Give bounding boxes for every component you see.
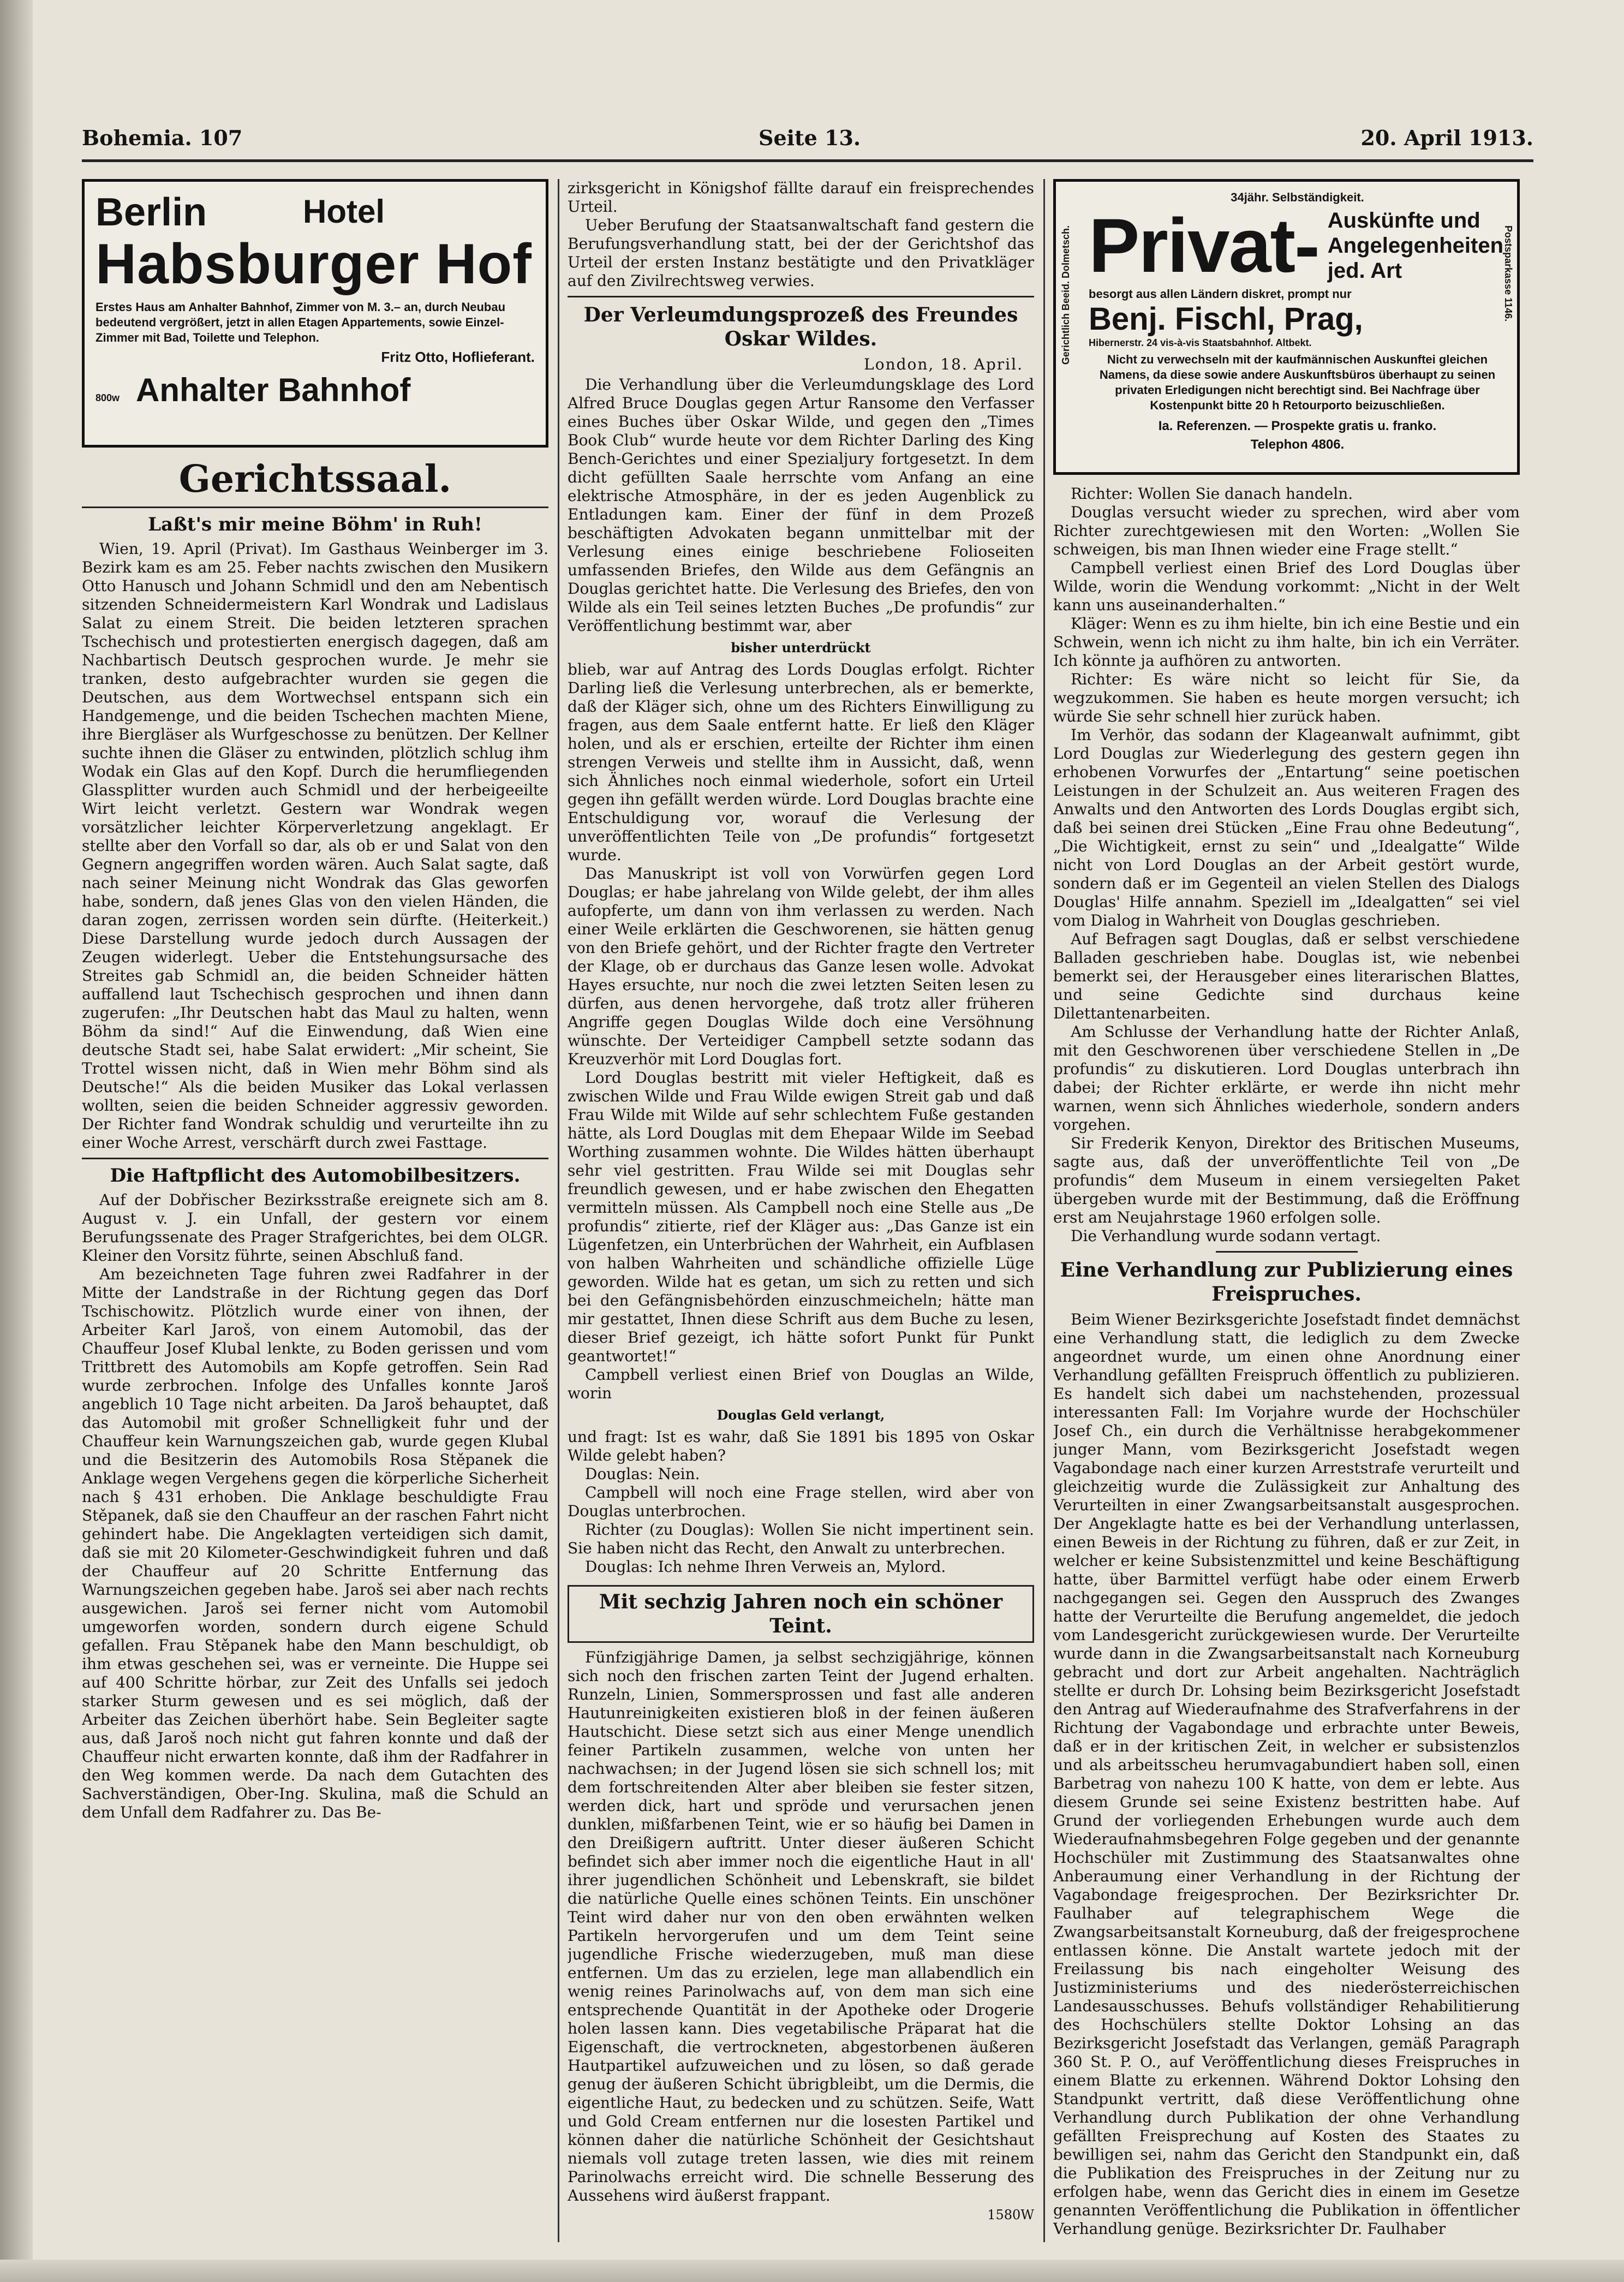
section-title: Gerichtssaal. [178, 457, 452, 501]
ad-firm-row [1089, 302, 1506, 349]
article-continuation [1053, 485, 1520, 1246]
column-3 [1053, 179, 1520, 2248]
ad-side-text-left: Gerichtlich Beeid. Dolmetsch. [1060, 225, 1071, 365]
article-body [82, 540, 548, 1152]
ad-description: Erstes Haus am Anhalter Bahnhof, Zimmer von M. 3.– an, durch Neubau bedeutend vergrößert, jetzt in allen Etagen Appartements, sowie Einzel-Zimmer mit Bad, Toilette und Telephon. [95, 300, 506, 344]
divider [82, 507, 548, 508]
paragraph: Fünfzigjährige Damen, ja selbst sechzigjährige, können sich noch den frischen zarten Teint der Jugend erhalten. Runzeln, Linien, Sommersprossen und fast alle anderen Hautunreinigkeiten existieren bloß in der feinen äußeren Hautschicht. Diese setzt sich aus einer Menge unendlich feiner Partikeln zusammen, welche von unten her nachwachsen; in der Jugend lösen sie sich schnell los; mit dem fortschreitenden Alter aber bleiben sie fester sitzen, werden dick, hart und spröde und verursachen jenen dunklen, mißfarbenen Teint, wie er so häufig bei Damen in den Dreißigern auftritt. Unter dieser äußeren Schicht befindet sich aber immer noch die eigentliche Haut in all' ihrer jugendlichen Schönheit und Lebenskraft, sie bildet die natürliche Quelle eines schönen Teints. Ein unschöner Teint wird daher nur von den oben erwähnten welken Partikeln hervorgerufen und um dem Teint seine jugendliche Frische wiederzugeben, muß man diese entfernen. Um das zu erzielen, lege man allabendlich ein wenig reines Parinolwachs auf, von dem man sich eine entsprechende Quantität in der Apotheke oder Drogerie holen lassen kann. Dies vegetabilische Präparat hat die Eigenschaft, die vertrockneten, abgestorbenen äußeren Hautpartikel aufzuweichen und zu lösen, so daß gerade genug der äußeren Schicht übrigbleibt, um die Dermis, die eigentliche Haut, zu bedecken und zu schützen. Seife, Watt und Gold Cream entfernen nur die losesten Partikel und können daher die natürliche Schönheit der Gesichtshaut niemals voll zutage treten lassen, wie dies mit reinem Parinolwachs erreicht wird. Die schnelle Besserung des Aussehens wird äußerst frappant. [568, 1648, 1034, 2204]
divider [82, 1158, 548, 1159]
article-heading: Laßt's mir meine Böhm' in Ruh! [148, 514, 482, 535]
paragraph: Kläger: Wenn es zu ihm hielte, bin ich eine Bestie und ein Schwein, wenn ich nicht zu ihm halte, bin ich ein Verräter. Ich könnte ja aufhören zu antworten. [1053, 615, 1520, 670]
divider [568, 296, 1034, 297]
paragraph: Richter (zu Douglas): Wollen Sie nicht impertinent sein. Sie haben nicht das Recht, den Anwalt zu unterbrechen. [568, 1521, 1034, 1557]
scan-bottom-shadow [0, 2260, 1624, 2282]
article-body [568, 1648, 1034, 2205]
issue-date: 20. April 1913. [1360, 126, 1533, 150]
paragraph: Richter: Es wäre nicht so leicht für Sie, da wegzukommen. Sie haben es heute morgen versucht; ich würde Sie sehr schnell hier zurück haben. [1053, 670, 1520, 725]
paragraph: Wien, 19. April (Privat). Im Gasthaus Weinberger im 3. Bezirk kam es am 25. Feber nachts zwischen den Musikern Otto Hanusch und Johann Schmidl und den am Nebentisch sitzenden Schneidermeistern Karl Wondrak und Ladislaus Salat zu einem Streit. Die beiden letzteren sprachen Tschechisch und protestierten energisch dagegen, daß am Nachbartisch Deutsch gesprochen wurde. Je mehr sie tranken, desto aufgebrachter wurden sie gegen die Deutschen, aus dem Wortwechsel entspann sich ein Handgemenge, und die beiden Tschechen machten Miene, ihre Biergläser als Wurfgeschosse zu benützen. Der Kellner suchte ihnen die Gläser zu entwinden, plötzlich schlug ihm Wodak ein Glas auf den Kopf. Durch die herumfliegenden Glassplitter wurden auch Schmidl und der herbeigeeilte Wirt leicht verletzt. Gestern war Wondrak wegen vorsätzlicher leichter Körperverletzung angeklagt. Er stellte aber den Vorfall so dar, als ob er und Salat von den Gegnern angegriffen worden wären. Auch Salat sagte, daß nach seiner Meinung nicht Wondrak das Glas geworfen habe, sondern, daß jenes Glas von den vielen Händen, die daran zogen, zerrissen worden sein dürfte. (Heiterkeit.) Diese Darstellung wurde jedoch durch Aussagen der Zeugen widerlegt. Ueber die Entstehungsursache des Streites gab Schmidl an, die beiden Schneider hätten auffallend laut Tschechisch gesprochen und ihnen dann zugerufen: „Ihr Deutschen habt das Maul zu halten, wenn Böhm da sind!“ Auf die Einwendung, daß Wien eine deutsche Stadt sei, habe Salat erwidert: „Mir scheint, Sie Trottel wissen nicht, daß in Wien mehr Böhm sind als Deutsche!“ Als die beiden Musiker das Lokal verlassen wollten, seien die beiden Schneider aggressiv geworden. Der Richter fand Wondrak schuldig und verurteilte ihn zu einer Woche Arrest, verschärft durch zwei Fasttage. [82, 540, 548, 1152]
paragraph: Das Manuskript ist voll von Vorwürfen gegen Lord Douglas; er habe jahrelang von Wilde gelebt, der ihm alles aufopferte, um dann von ihm verlassen zu werden. Nach einer Weile erklärten die Geschworenen, sie hätten genug von den Briefe gehört, und der Richter fragte den Vertreter der Klage, ob er durchaus das Ganze lesen wolle. Advokat Hayes ersuchte, nur noch die zwei letzten Seiten lesen zu dürfen, aus denen hervorgehe, daß trotz aller früheren Angriffe gegen Douglas Wilde doch eine Versöhnung wünschte. Der Verteidiger Campbell setzte sodann das Kreuzverhör mit Lord Douglas fort. [568, 865, 1034, 1068]
private-inquiry-advertisement [1053, 179, 1520, 475]
advertorial-header-box [568, 1585, 1034, 1643]
article-heading: Mit sechzig Jahren noch ein schöner Teint. [599, 1590, 1003, 1637]
ad-telephone: Telephon 4806. [1250, 437, 1345, 452]
ad-code: 800w [95, 392, 120, 403]
ad-hotel-label: Hotel [303, 193, 385, 230]
article-heading: Der Verleumdungsprozeß des Freundes Oskar Wildes. [583, 303, 1018, 350]
paragraph: Am Schlusse der Verhandlung hatte der Richter Anlaß, mit den Geschworenen über verschiedene Stellen in „De profundis“ zu diskutieren. Lord Douglas unterbrach ihn dabei; der Richter erklärte, er werde ihn nicht mehr warnen, wenn sich Ähnliches wiederhole, sondern anders vorgehen. [1053, 1023, 1520, 1134]
scan-shadow [0, 0, 33, 2282]
header-rule [82, 159, 1533, 162]
paragraph: zirksgericht in Königshof fällte darauf ein freisprechendes Urteil. [568, 179, 1034, 216]
article-body [568, 376, 1034, 1576]
ad-bottom-line [95, 371, 535, 409]
subheading: bisher unterdrückt [731, 640, 871, 656]
article-body [1053, 1310, 1520, 2238]
paragraph: Douglas versucht wieder zu sprechen, wird aber vom Richter zurechtgewiesen mit den Worten: „Wollen Sie schweigen, bis man Ihnen wieder eine Frage stellt.“ [1053, 503, 1520, 558]
article-body [82, 1191, 548, 1822]
paragraph: Richter: Wollen Sie danach handeln. [1071, 485, 1353, 503]
ad-title-side: Auskünfte und Angelegenheiten jed. Art [1327, 208, 1503, 283]
article-heading: Eine Verhandlung zur Publizierung eines Freispruches. [1060, 1259, 1513, 1306]
ad-location: Anhalter Bahnhof [136, 372, 411, 408]
ad-since: 34jähr. Selbständigkeit. [1231, 190, 1364, 204]
ad-hotel-name: Habsburger Hof [95, 233, 532, 296]
ad-city: Berlin [95, 190, 207, 234]
ad-line: besorgt aus allen Ländern diskret, prompt nur [1089, 287, 1352, 301]
page-header [82, 115, 1533, 164]
paragraph: Auf der Dobřischer Bezirksstraße ereignete sich am 8. August v. J. ein Unfall, der gestern vor einem Berufungssenate des Prager Strafgerichtes, bei dem OLGR. Kleiner den Vorsitz führte, seinen Abschluß fand. [82, 1191, 548, 1265]
ad-title-row [1089, 202, 1506, 288]
paragraph: Am bezeichneten Tage fuhren zwei Radfahrer in der Mitte der Landstraße in der Richtung gegen das Dorf Tschischowitz. Plötzlich wurde einer von ihnen, der Arbeiter Karl Jaroš, von einem Automobil, das der Chauffeur Josef Klubal lenkte, zu Boden gerissen und vom Trittbrett des Automobils am Kopfe getroffen. Sein Rad wurde zerbrochen. Infolge des Unfalles konnte Jaroš angeblich 10 Tage nicht arbeiten. Da Jaroš behauptet, daß das Automobil mit großer Schnelligkeit fuhr und der Chauffeur kein Warnungszeichen gab, wurde gegen Klubal und die Besitzerin des Automobils Rosa Stěpanek die Anklage wegen Vergehens gegen die körperliche Sicherheit nach § 431 erhoben. Die Anklage beschuldigte Frau Stěpanek, daß sie den Chauffeur an der raschen Fahrt nicht gehindert habe. Die Angeklagten verteidigen sich damit, daß sie mit 20 Kilometer-Geschwindigkeit fuhren und daß der Chauffeur auf 20 Schritte Entfernung das Warnungszeichen gegeben habe. Jaroš sei aber nach rechts ausgewichen. Jaroš sei ferner nicht vom Automobil umgeworfen worden, sondern durch eigene Schuld gefallen. Frau Stěpanek habe den Mann beschuldigt, ob ihm etwas geschehen sei, was er verneinte. Die Huppe sei auf 400 Schritte hörbar, zur Zeit des Unfalls sei jedoch starker Sturm gewesen und es sei möglich, daß der Arbeiter das Zeichen überhört habe. Sein Begleiter sagte aus, daß Jaroš noch nicht gut fahren konnte und daß der Chauffeur nicht erwarten konnte, daß ihm der Radfahrer in den Weg kommen werde. Da nach dem Gutachten des Sachverständigen, Ober-Ing. Skulina, maß die Schuld an dem Unfall dem Radfahrer zu. Das Be- [82, 1265, 548, 1821]
article-heading: Die Haftpflicht des Automobilbesitzers. [110, 1165, 521, 1187]
ad-side-text-right: Postsparkasse 1146. [1503, 225, 1514, 322]
hotel-advertisement [82, 179, 548, 448]
paragraph: und fragt: Ist es wahr, daß Sie 1891 bis 1895 von Oskar Wilde gelebt haben? [568, 1428, 1034, 1464]
ad-code: 1580W [987, 2207, 1034, 2223]
paragraph: Im Verhör, das sodann der Klageanwalt aufnimmt, gibt Lord Douglas zur Wiederlegung des gestern gegen ihn erhobenen Vorwurfes der „Entartung“ seine poetischen Leistungen in der Schulzeit an. Aus weiteren Fragen des Anwalts und den Antworten des Lords Douglas ergibt sich, daß bei seinen drei Stücken „Eine Frau ohne Bedeutung“, „Die Wichtigkeit, ernst zu sein“ und „Idealgatte“ Wilde nicht von Lord Douglas an der Arbeit gestört wurde, sondern daß er im Gegenteil an vielen Stellen des Dialogs Douglas' Hilfe annahm. Speziell im „Idealgatten“ sei viel vom Dialog in Wahrheit von Douglas geschrieben. [1053, 726, 1520, 930]
paragraph: Sir Frederik Kenyon, Direktor des Britischen Museums, sagte aus, daß der unveröffentlichte Teil von „De profundis“ dem Museum in einem versiegelten Paket übergeben wurde mit der Bestimmung, daß die Eröffnung erst am Neujahrstage 1960 erfolgen solle. [1053, 1134, 1520, 1226]
column-1 [82, 179, 548, 2248]
subheading: Douglas Geld verlangt, [717, 1407, 885, 1423]
paragraph: Campbell will noch eine Frage stellen, wird aber von Douglas unterbrochen. [568, 1483, 1034, 1520]
page-number: Seite 13. [759, 126, 861, 150]
paragraph: Lord Douglas bestritt mit vieler Heftigkeit, daß es zwischen Wilde und Frau Wilde ewigen Streit gab und daß Frau Wilde mit Wilde auf sehr schlechtem Fuße gestanden hätte, als Lord Douglas mit dem Ehepaar Wilde im Seebad Worthing zusammen wohnte. Die Wildes hätten überhaupt sehr viel gestritten. Frau Wilde sei mit Douglas sehr freundlich gewesen, und er habe zwischen den Ehegatten vermitteln müssen. Als Campbell noch eine Stelle aus „De profundis“ zitierte, rief der Kläger aus: „Das Ganze ist ein Lügenfetzen, ein Unterbrüchen der Wahrheit, ein Aufblasen von halben Wahrheiten und schändliche offizielle Lüge geworden. Wilde hat es getan, um sich zu retten und sich bei den Gefängnisbehörden einzuschmeicheln; hätte man mir gestattet, Ihnen diese Schrift aus dem Buche zu lesen, dieser Brief gezeigt, ich hätte sofort Punkt für Punkt geantwortet!“ [568, 1069, 1034, 1365]
paragraph: Douglas: Ich nehme Ihren Verweis an, Mylord. [585, 1558, 946, 1576]
paragraph: Ueber Berufung der Staatsanwaltschaft fand gestern die Berufungsverhandlung statt, bei der der Gerichtshof das Urteil der ersten Instanz bestätigte und den Privatkläger auf den Zivilrechtsweg verwies. [568, 216, 1034, 290]
column-rule [558, 179, 559, 2242]
paragraph: Die Verhandlung über die Verleumdungsklage des Lord Alfred Bruce Douglas gegen Artur Ransome den Verfasser eines Buches über Oskar Wilde, und gegen den „Times Book Club“ wurde heute vor dem Richter Darling des King Bench-Gerichtes und einer Spezialjury fortgesetzt. In dem dicht gefüllten Saale herrschte vom Anfang an eine elektrische Atmosphäre, in der es jeden Augenblick zu Entladungen kam. Einer der fünf in dem Prozeß beschäftigten Advokaten begann unmittelbar mit der Verlesung eines einige beschriebene Folioseiten umfassenden Briefes, den Wilde aus dem Gefängnis an Douglas gerichtet hatte. Die Verlesung des Briefes, den von Wilde als ein Teil seines letzten Buches „De profundis“ zur Veröffentlichung bestimmt war, aber [568, 376, 1034, 635]
paragraph: blieb, war auf Antrag des Lords Douglas erfolgt. Richter Darling ließ die Verlesung unterbrechen, als er bemerkte, daß der Kläger sich, ohne um des Richters Einwilligung zu fragen, aus dem Saale entfernt hatte. Er ließ den Kläger holen, und als er erschien, erteilte der Richter ihm einen strengen Verweis und stellte ihm in Aussicht, daß, wenn sich Ähnliches noch einmal wiederhole, sofort ein Urteil gegen ihn gefällt werden würde. Lord Douglas brachte eine Entschuldigung vor, worauf die Verlesung der unveröffentlichten Teile von „De profundis“ fortgesetzt wurde. [568, 660, 1034, 864]
divider [1216, 1251, 1358, 1253]
paragraph: Campbell verliest einen Brief des Lord Douglas über Wilde, worin die Wendung vorkommt: „Nicht in der Welt kann uns auseinanderhalten.“ [1053, 559, 1520, 614]
paragraph: Die Verhandlung wurde sodann vertagt. [1071, 1227, 1381, 1245]
paragraph: Campbell verliest einen Brief von Douglas an Wilde, worin [568, 1366, 1034, 1402]
ad-address: Hibernerstr. 24 vis-à-vis Staatsbahnhof. Altbekt. [1089, 337, 1312, 348]
column-2 [568, 179, 1034, 2248]
article-continuation [568, 179, 1034, 290]
ad-references: Ia. Referenzen. — Prospekte gratis u. franko. [1158, 419, 1437, 433]
ad-title: Privat- [1089, 202, 1319, 288]
column-rule [1043, 179, 1045, 2242]
ad-firm: Benj. Fischl, Prag, [1089, 301, 1363, 337]
paragraph: Auf Befragen sagt Douglas, daß er selbst verschiedene Balladen geschrieben habe. Douglas ist, wie nebenbei bemerkt sei, der Herausgeber eines literarischen Blattes, und seine Gedichte sind durchaus keine Dilettantenarbeiten. [1053, 930, 1520, 1022]
dateline: London, 18. April. [864, 355, 1023, 373]
paragraph: Beim Wiener Bezirksgerichte Josefstadt findet demnächst eine Verhandlung statt, die lediglich zu dem Zwecke angeordnet wurde, um einen ohne Anordnung einer Verhandlung gefällten Freispruch öffentlich zu publizieren. Es handelt sich dabei um nachstehenden, prozessual interessanten Fall: Im Vorjahre wurde der Hochschüler Josef Ch., ein durch die Verhältnisse herabgekommener junger Mann, vom Bezirksgericht Josefstadt wegen Vagabondage nach einer kurzen Arreststrafe verurteilt und gleichzeitig wurde die Zulässigkeit zur Anhaltung des Verurteilten in einer Zwangsarbeitsanstalt ausgesprochen. Der Angeklagte hatte es bei der Verhandlung unterlassen, einen Beweis in der Richtung zu führen, daß er zur Zeit, in welcher er keine Subsistenzmittel und keine Beschäftigung hatte, über Barmittel verfügt habe oder einem Erwerb nachgegangen sei. Gegen den Ausspruch des Zwanges hatte der Verurteilte die Berufung angemeldet, die jedoch vom Landesgericht zurückgewiesen wurde. Der Verurteilte wurde dann in die Zwangsarbeitsanstalt nach Korneuburg gebracht und dort zur Arbeit angehalten. Nachträglich stellte er durch Dr. Lohsing beim Bezirksgericht Josefstadt den Antrag auf Wiederaufnahme des Strafverfahrens in der Richtung der Vagabondage und erbrachte unter Beweis, daß er in der kritischen Zeit, in welcher er subsistenzlos und als arbeitsscheu herumvagabundiert haben soll, einen Barbetrag von nahezu 100 K hatte, von dem er lebte. Aus diesem Grunde sei seine Existenz bestritten habe. Auf Grund der vorliegenden Erhebungen wurde auch dem Wiederaufnahmsbegehren Folge gegeben und der genannte Hochschüler mit Zustimmung des Staatsanwaltes ohne Anberaumung einer Verhandlung in der Richtung der Vagabondage freigesprochen. Der Bezirksrichter Dr. Faulhaber auf telegraphischem Wege die Zwangsarbeitsanstalt Korneuburg, daß der freigesprochene entlassen könne. Die Anstalt wartete jedoch mit der Freilassung bis nach eingeholter Weisung des Justizministeriums und des niederösterreichischen Landesausschusses. Behufs vollständiger Rehabilitierung des Hochschülers stellte Doktor Lohsing an das Bezirksgericht Josefstadt das Verlangen, gemäß Paragraph 360 St. P. O., auf Veröffentlichung dieses Freispruches in einem Blatte zu erkennen. Während Doktor Lohsing den Standpunkt vertritt, daß diese Veröffentlichung ohne Verhandlung durch Publikation der ohne Verhandlung gefällten Freisprechung auf Kosten des Staates zu bewilligen sei, nahm das Gericht den Standpunkt ein, daß die Publikation des Freispruches in der Zeitung nur zu erfolgen habe, wenn das Gericht dies in einem im Gesetze genannten Veröffentlichung die Publikation in öffentlicher Verhandlung genüge. Bezirksrichter Dr. Faulhaber [1053, 1310, 1520, 2238]
ad-signature: Fritz Otto, Hoflieferant. [381, 349, 535, 365]
ad-notice: Nicht zu verwechseln mit der kaufmännischen Auskunftei gleichen Namens, da diese sowie andere Auskunftsbüros überhaupt zu seinen privaten Erledigungen nicht berechtigt sind. Bei Nachfrage über Kostenpunkt bitte 20 h Retourporto beizuschließen. [1099, 353, 1496, 412]
header-left: Bohemia. 107 [82, 126, 243, 150]
paragraph: Douglas: Nein. [585, 1465, 700, 1483]
newspaper-page [82, 115, 1533, 2257]
